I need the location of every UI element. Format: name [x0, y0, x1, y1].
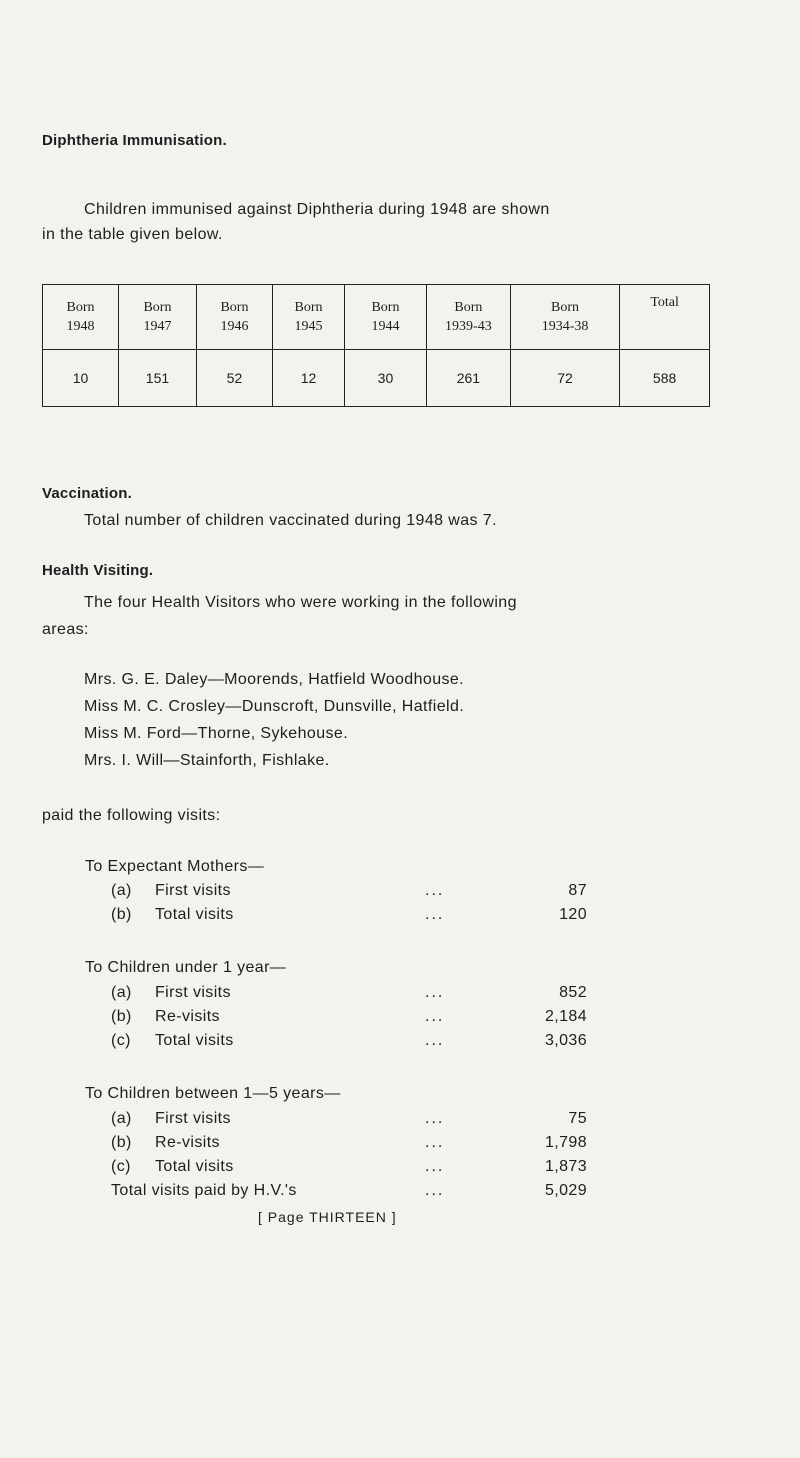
item-value: 1,873 [544, 1158, 587, 1175]
group-title-text: To Expectant Mothers— [85, 858, 265, 875]
value-cell: 10 [43, 350, 119, 407]
value-cell: 588 [620, 350, 710, 407]
group-title-text: To Children under 1 year— [85, 959, 287, 976]
item-text: First visits [155, 984, 231, 1001]
leader-dots: ... [425, 1134, 445, 1151]
header-line: Born [294, 300, 323, 315]
header-cell [272, 285, 344, 350]
diphtheria-intro-line1: Children immunised against Diphtheria during 1948 are shown [84, 201, 550, 218]
table-row [43, 350, 710, 407]
diphtheria-intro-line2: in the table given below. [42, 226, 223, 243]
value-cell: 30 [345, 350, 427, 407]
table-header-row [43, 285, 710, 350]
header-cell [119, 285, 197, 350]
group-title [85, 1085, 587, 1107]
item-value: 75 [568, 1110, 587, 1127]
visitor-item: Miss M. Ford—Thorne, Sykehouse. [84, 725, 349, 742]
item-label: (a) [111, 984, 132, 1001]
value-cell: 12 [272, 350, 344, 407]
list-item [111, 1134, 587, 1156]
item-text: First visits [155, 1110, 231, 1127]
header-line: Total [650, 295, 679, 310]
total-row [111, 1182, 587, 1204]
leader-dots: ... [425, 1032, 445, 1049]
leader-dots: ... [425, 1110, 445, 1127]
total-value: 5,029 [544, 1182, 587, 1199]
item-value: 120 [559, 906, 587, 923]
header-cell [196, 285, 272, 350]
header-line: Born [66, 300, 95, 315]
header-cell [345, 285, 427, 350]
item-text: Total visits [155, 1032, 234, 1049]
header-cell [426, 285, 510, 350]
leader-dots: ... [425, 984, 445, 1001]
group-title-text: To Children between 1—5 years— [85, 1085, 341, 1102]
header-line: Born [551, 300, 580, 315]
health-visiting-heading: Health Visiting. [42, 562, 154, 579]
header-line: 1939-43 [445, 319, 492, 334]
item-text: Re-visits [155, 1134, 220, 1151]
visits-list [85, 858, 587, 1458]
item-label: (a) [111, 1110, 132, 1127]
item-text: First visits [155, 882, 231, 899]
list-item [111, 1008, 587, 1030]
header-cell [510, 285, 619, 350]
item-text: Total visits [155, 1158, 234, 1175]
list-item [111, 1158, 587, 1180]
leader-dots: ... [425, 1158, 445, 1175]
leader-dots: ... [425, 906, 445, 923]
leader-dots: ... [425, 1008, 445, 1025]
header-line: Born [220, 300, 249, 315]
header-line: 1945 [294, 319, 323, 334]
item-text: Total visits [155, 906, 234, 923]
list-item [111, 882, 587, 904]
vaccination-text: Total number of children vaccinated during 1948 was 7. [84, 512, 497, 529]
health-visiting-intro-line2: areas: [42, 621, 89, 638]
header-line: 1946 [220, 319, 249, 334]
header-line: Born [143, 300, 172, 315]
header-cell [620, 285, 710, 350]
header-line: Born [454, 300, 483, 315]
total-text: Total visits paid by H.V.'s [111, 1182, 297, 1199]
item-label: (c) [111, 1032, 131, 1049]
list-item [111, 1032, 587, 1054]
header-line: 1947 [143, 319, 172, 334]
header-cell [43, 285, 119, 350]
item-label: (b) [111, 1134, 132, 1151]
list-item [111, 984, 587, 1006]
item-label: (c) [111, 1158, 131, 1175]
header-line: Born [371, 300, 400, 315]
item-value: 1,798 [544, 1134, 587, 1151]
group-title [85, 959, 587, 981]
list-item [111, 906, 587, 928]
group-title [85, 858, 587, 880]
immunisation-table [42, 284, 710, 407]
header-line: 1944 [371, 319, 400, 334]
header-line: 1948 [66, 319, 95, 334]
item-label: (b) [111, 906, 132, 923]
header-line: 1934-38 [541, 319, 589, 334]
value-cell: 52 [196, 350, 272, 407]
item-value: 87 [568, 882, 587, 899]
item-label: (b) [111, 1008, 132, 1025]
value-cell: 72 [510, 350, 619, 407]
visitor-item: Mrs. G. E. Daley—Moorends, Hatfield Woodhouse. [84, 671, 465, 688]
list-item [111, 1110, 587, 1132]
item-value: 3,036 [544, 1032, 587, 1049]
leader-dots: ... [425, 1182, 445, 1199]
item-value: 852 [559, 984, 587, 1001]
visitor-item: Mrs. I. Will—Stainforth, Fishlake. [84, 752, 330, 769]
item-text: Re-visits [155, 1008, 220, 1025]
item-value: 2,184 [544, 1008, 587, 1025]
leader-dots: ... [425, 882, 445, 899]
visitor-item: Miss M. C. Crosley—Dunscroft, Dunsville, Hatfield. [84, 698, 465, 715]
value-cell: 261 [426, 350, 510, 407]
value-cell: 151 [119, 350, 197, 407]
page-footer: [ Page THIRTEEN ] [258, 1209, 397, 1225]
vaccination-heading: Vaccination. [42, 485, 132, 502]
diphtheria-heading: Diphtheria Immunisation. [42, 132, 227, 149]
item-label: (a) [111, 882, 132, 899]
health-visiting-intro-line1: The four Health Visitors who were working in the following [84, 594, 517, 611]
paid-visits-text: paid the following visits: [42, 807, 221, 824]
